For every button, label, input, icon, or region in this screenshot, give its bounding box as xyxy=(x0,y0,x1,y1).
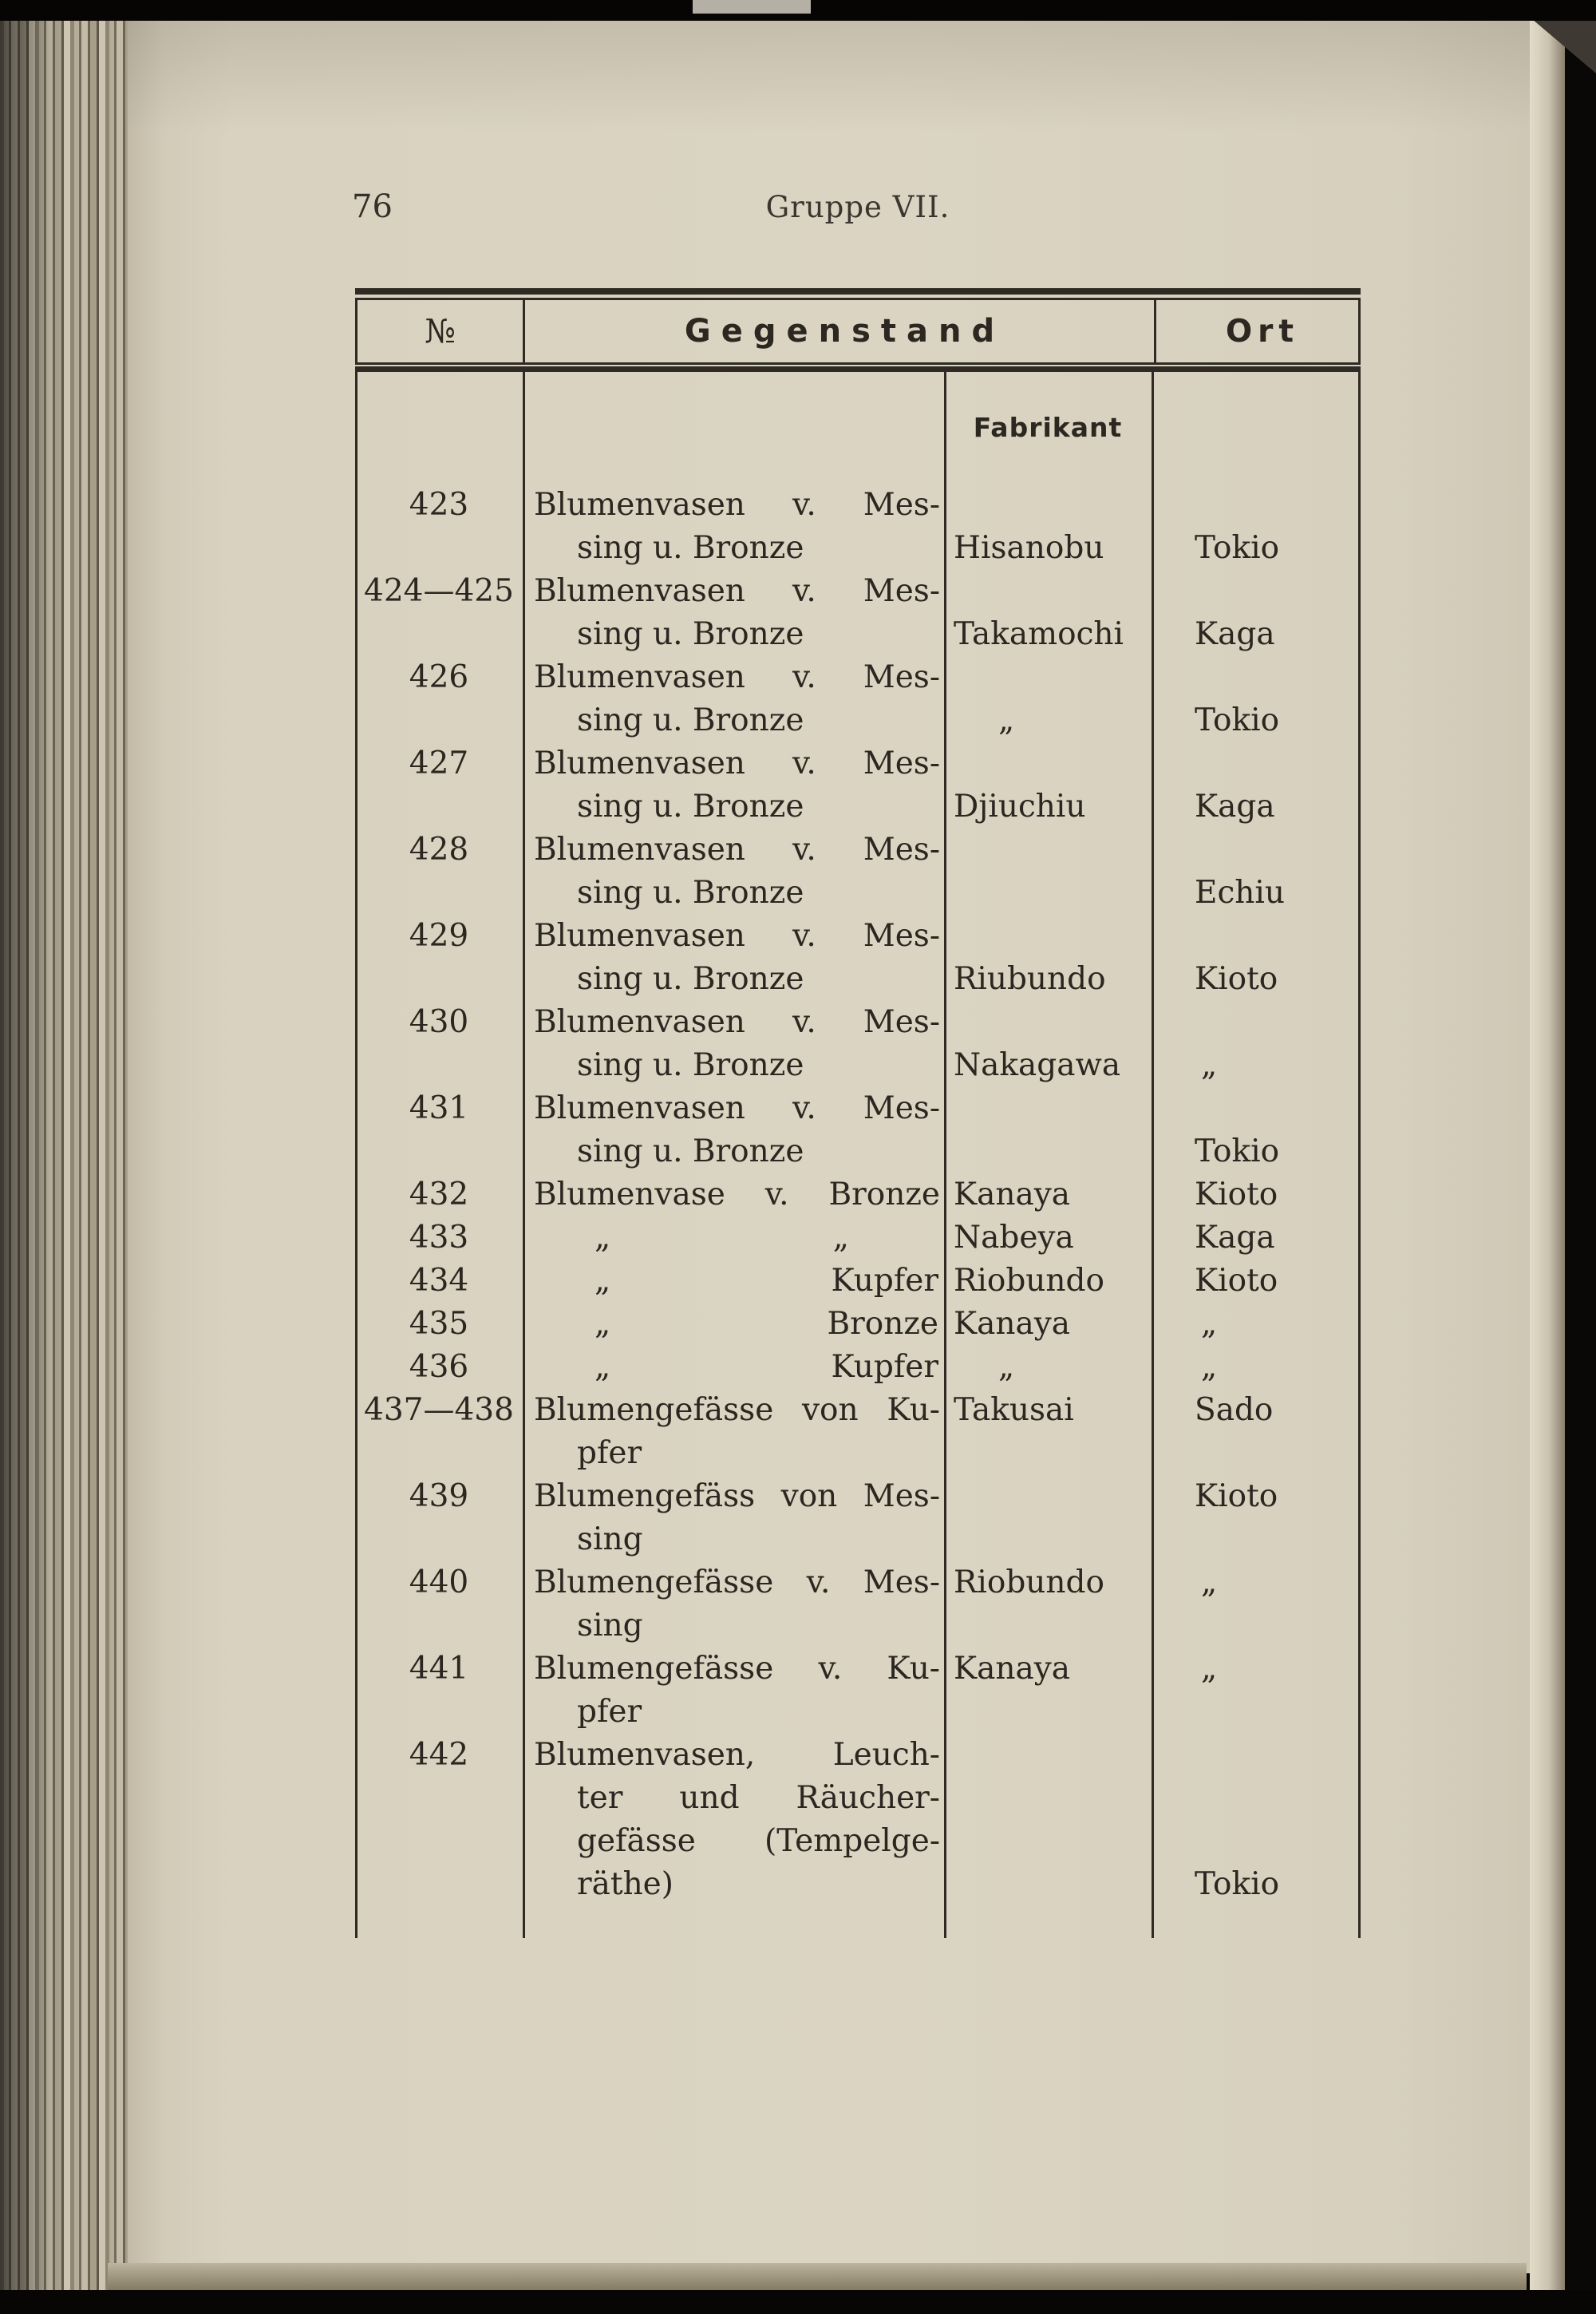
row-number: 439 xyxy=(409,1478,469,1514)
row-fabrikant xyxy=(944,570,1152,656)
fabrikant-value: Riobundo xyxy=(954,1263,1104,1299)
row-gegenstand xyxy=(523,1001,944,1087)
row-ort xyxy=(1152,1346,1361,1389)
book-cover-bottom xyxy=(0,2290,1596,2314)
table-row xyxy=(355,1216,1361,1260)
table-row xyxy=(355,570,1361,656)
table-border-right xyxy=(1358,372,1361,1938)
gegenstand-line: sing u. Bronze xyxy=(577,616,804,652)
gegenstand-line: pfer xyxy=(577,1435,642,1471)
column-divider-gegenstand-fabrikant xyxy=(944,372,946,1938)
table-row xyxy=(355,1173,1361,1216)
row-fabrikant xyxy=(944,1001,1152,1087)
row-ort xyxy=(1152,829,1361,915)
ort-value: Tokio xyxy=(1195,1133,1280,1169)
row-number: 428 xyxy=(409,832,469,868)
column-divider-fabrikant-ort xyxy=(1152,372,1154,1938)
gegenstand-line: räthe) xyxy=(577,1866,674,1902)
row-ort xyxy=(1152,1475,1361,1561)
row-gegenstand xyxy=(523,1561,944,1647)
gegenstand-line: sing xyxy=(577,1521,643,1557)
gegenstand-line: Blumengefässe von Ku- xyxy=(534,1392,940,1428)
gegenstand-line: sing xyxy=(577,1608,643,1644)
row-ort xyxy=(1152,1216,1361,1260)
table-row xyxy=(355,656,1361,742)
fabrikant-value: Kanaya xyxy=(954,1651,1071,1687)
gegenstand-line: sing u. Bronze xyxy=(577,702,804,738)
table-row xyxy=(355,1561,1361,1647)
table-row xyxy=(355,1647,1361,1734)
table-header-row xyxy=(355,300,1361,362)
fabrikant-value: Nakagawa xyxy=(954,1047,1121,1083)
row-gegenstand xyxy=(523,1389,944,1475)
row-number: 426 xyxy=(409,659,469,695)
row-number: 436 xyxy=(409,1349,469,1385)
ort-value: Kaga xyxy=(1195,789,1275,825)
row-gegenstand xyxy=(523,1475,944,1561)
row-fabrikant xyxy=(944,1647,1152,1734)
ort-value: Kaga xyxy=(1195,616,1275,652)
row-fabrikant xyxy=(944,1087,1152,1173)
row-gegenstand xyxy=(523,829,944,915)
ort-value: „ xyxy=(1201,1651,1218,1687)
row-ort xyxy=(1152,1647,1361,1734)
ort-value: Kaga xyxy=(1195,1220,1275,1256)
gegenstand-line: Blumenvasen v. Mes- xyxy=(534,659,940,695)
gegenstand-line: pfer xyxy=(577,1694,642,1730)
table-row xyxy=(355,1346,1361,1389)
gegenstand-line: Blumenvasen v. Mes- xyxy=(534,1090,940,1126)
header-gegenstand: Gegenstand xyxy=(684,313,1005,350)
row-fabrikant xyxy=(944,484,1152,570)
row-fabrikant xyxy=(944,1216,1152,1260)
ort-value: Tokio xyxy=(1195,530,1280,566)
ort-value: Kioto xyxy=(1195,1263,1278,1299)
row-number: 424—425 xyxy=(364,573,514,609)
row-gegenstand xyxy=(523,1346,944,1389)
row-ort xyxy=(1152,656,1361,742)
gegenstand-line: Blumenvasen v. Mes- xyxy=(534,832,940,868)
gegenstand-line: Blumenvasen v. Mes- xyxy=(534,573,940,609)
gegenstand-line: Blumenvasen v. Mes- xyxy=(534,746,940,781)
ort-value: Echiu xyxy=(1195,875,1286,911)
row-gegenstand xyxy=(523,1647,944,1734)
row-number: 427 xyxy=(409,746,469,781)
row-fabrikant xyxy=(944,1389,1152,1475)
fabrikant-value: Nabeya xyxy=(954,1220,1074,1256)
row-gegenstand xyxy=(523,570,944,656)
gegenstand-line: Blumengefässe v. Ku- xyxy=(534,1651,940,1687)
ditto-mark: „ xyxy=(595,1306,611,1342)
row-ort xyxy=(1152,1173,1361,1216)
page-edges-bottom xyxy=(108,2263,1527,2292)
gegenstand-line: ter und Räucher- xyxy=(577,1780,940,1816)
row-ort xyxy=(1152,1734,1361,1906)
ort-value: Tokio xyxy=(1195,1866,1280,1902)
table-row xyxy=(355,1087,1361,1173)
ort-value: Kioto xyxy=(1195,1177,1278,1212)
table-row xyxy=(355,1475,1361,1561)
ditto-mark: „ xyxy=(595,1349,611,1385)
row-number: 429 xyxy=(409,918,469,954)
row-number: 432 xyxy=(409,1177,469,1212)
table-row xyxy=(355,915,1361,1001)
row-gegenstand xyxy=(523,1173,944,1216)
row-gegenstand xyxy=(523,915,944,1001)
row-ort xyxy=(1152,1389,1361,1475)
row-number: 440 xyxy=(409,1564,469,1600)
row-fabrikant xyxy=(944,1346,1152,1389)
fabrikant-value: Kanaya xyxy=(954,1306,1071,1342)
table-row xyxy=(355,1260,1361,1303)
header-fabrikant: Fabrikant xyxy=(973,412,1123,443)
fabrikant-value: „ xyxy=(998,1349,1015,1385)
ort-value: „ xyxy=(1201,1306,1218,1342)
row-ort xyxy=(1152,1260,1361,1303)
row-gegenstand xyxy=(523,1734,944,1906)
table-border-left xyxy=(355,372,358,1938)
catalog-table xyxy=(355,288,1361,1938)
gegenstand-line: Blumengefässe v. Mes- xyxy=(534,1564,940,1600)
gegenstand-line: sing u. Bronze xyxy=(577,530,804,566)
table-row xyxy=(355,1734,1361,1906)
table-row xyxy=(355,829,1361,915)
ort-value: „ xyxy=(1201,1349,1218,1385)
book-page xyxy=(128,21,1530,2273)
row-fabrikant xyxy=(944,829,1152,915)
row-fabrikant xyxy=(944,656,1152,742)
running-head xyxy=(352,188,1361,228)
table-body xyxy=(355,372,1361,1938)
row-gegenstand xyxy=(523,742,944,829)
row-fabrikant xyxy=(944,915,1152,1001)
fabrikant-value: Takusai xyxy=(954,1392,1074,1428)
gegenstand-line: Blumenvasen v. Mes- xyxy=(534,918,940,954)
row-ort xyxy=(1152,1561,1361,1647)
row-number: 433 xyxy=(409,1220,469,1256)
row-ort xyxy=(1152,1087,1361,1173)
row-fabrikant xyxy=(944,1260,1152,1303)
row-ort xyxy=(1152,484,1361,570)
fabrikant-value: Takamochi xyxy=(954,616,1124,652)
table-row xyxy=(355,742,1361,829)
fabrikant-value: Hisanobu xyxy=(954,530,1104,566)
table-row xyxy=(355,1303,1361,1346)
row-number: 434 xyxy=(409,1263,469,1299)
fabrikant-header-row xyxy=(355,372,1361,484)
gegenstand-line: sing u. Bronze xyxy=(577,789,804,825)
page-edges-right xyxy=(1530,14,1565,2294)
gegenstand-material: Kupfer xyxy=(831,1349,938,1385)
row-gegenstand xyxy=(523,1216,944,1260)
gegenstand-line: Blumenvasen v. Mes- xyxy=(534,1004,940,1040)
ditto-mark: „ xyxy=(595,1263,611,1299)
page-edges-left xyxy=(0,0,129,2314)
ort-value: „ xyxy=(1201,1047,1218,1083)
gegenstand-line: sing u. Bronze xyxy=(577,961,804,997)
row-gegenstand xyxy=(523,656,944,742)
header-no: № xyxy=(358,300,525,362)
row-ort xyxy=(1152,742,1361,829)
row-number: 423 xyxy=(409,487,469,523)
row-fabrikant xyxy=(944,1173,1152,1216)
gegenstand-material: Kupfer xyxy=(831,1263,938,1299)
fabrikant-value: Kanaya xyxy=(954,1177,1071,1212)
row-fabrikant xyxy=(944,1303,1152,1346)
fabrikant-value: „ xyxy=(998,702,1015,738)
row-ort xyxy=(1152,915,1361,1001)
ort-value: Sado xyxy=(1195,1392,1274,1428)
fabrikant-value: Riobundo xyxy=(954,1564,1104,1600)
gegenstand-line: Blumengefäss von Mes- xyxy=(534,1478,940,1514)
row-number: 442 xyxy=(409,1737,469,1773)
ditto-mark: „ xyxy=(595,1220,611,1256)
row-number: 437—438 xyxy=(364,1392,514,1428)
row-gegenstand xyxy=(523,1260,944,1303)
row-fabrikant xyxy=(944,1561,1152,1647)
row-gegenstand xyxy=(523,1087,944,1173)
gegenstand-line: sing u. Bronze xyxy=(577,1047,804,1083)
row-number: 430 xyxy=(409,1004,469,1040)
gegenstand-line: Blumenvasen, Leuch- xyxy=(534,1737,940,1773)
table-row xyxy=(355,484,1361,570)
row-number: 431 xyxy=(409,1090,469,1126)
ort-value: Kioto xyxy=(1195,1478,1278,1514)
row-ort xyxy=(1152,1001,1361,1087)
binding-notch xyxy=(693,0,811,14)
row-number: 441 xyxy=(409,1651,469,1687)
row-ort xyxy=(1152,1303,1361,1346)
gegenstand-line: sing u. Bronze xyxy=(577,1133,804,1169)
fabrikant-value: Riubundo xyxy=(954,961,1106,997)
gegenstand-line: Blumenvase v. Bronze xyxy=(534,1177,940,1212)
row-number: 435 xyxy=(409,1306,469,1342)
row-gegenstand xyxy=(523,1303,944,1346)
ort-value: Kioto xyxy=(1195,961,1278,997)
table-row xyxy=(355,1001,1361,1087)
row-gegenstand xyxy=(523,484,944,570)
ort-value: „ xyxy=(1201,1564,1218,1600)
table-top-rule xyxy=(355,288,1361,300)
header-bottom-rule xyxy=(355,362,1361,372)
header-ort: Ort xyxy=(1154,300,1363,362)
gegenstand-line: Blumenvasen v. Mes- xyxy=(534,487,940,523)
gegenstand-material: Bronze xyxy=(827,1306,938,1342)
row-fabrikant xyxy=(944,742,1152,829)
page-number: 76 xyxy=(352,188,393,225)
table-row xyxy=(355,1389,1361,1475)
row-ort xyxy=(1152,570,1361,656)
gegenstand-line: gefässe (Tempelge- xyxy=(577,1823,940,1859)
row-fabrikant xyxy=(944,1475,1152,1561)
row-fabrikant xyxy=(944,1734,1152,1906)
fabrikant-value: Djiuchiu xyxy=(954,789,1086,825)
gegenstand-line: sing u. Bronze xyxy=(577,875,804,911)
ditto-mark: „ xyxy=(832,1220,849,1256)
running-title: Gruppe VII. xyxy=(765,190,950,224)
column-divider-no-gegenstand xyxy=(523,372,525,1938)
ort-value: Tokio xyxy=(1195,702,1280,738)
